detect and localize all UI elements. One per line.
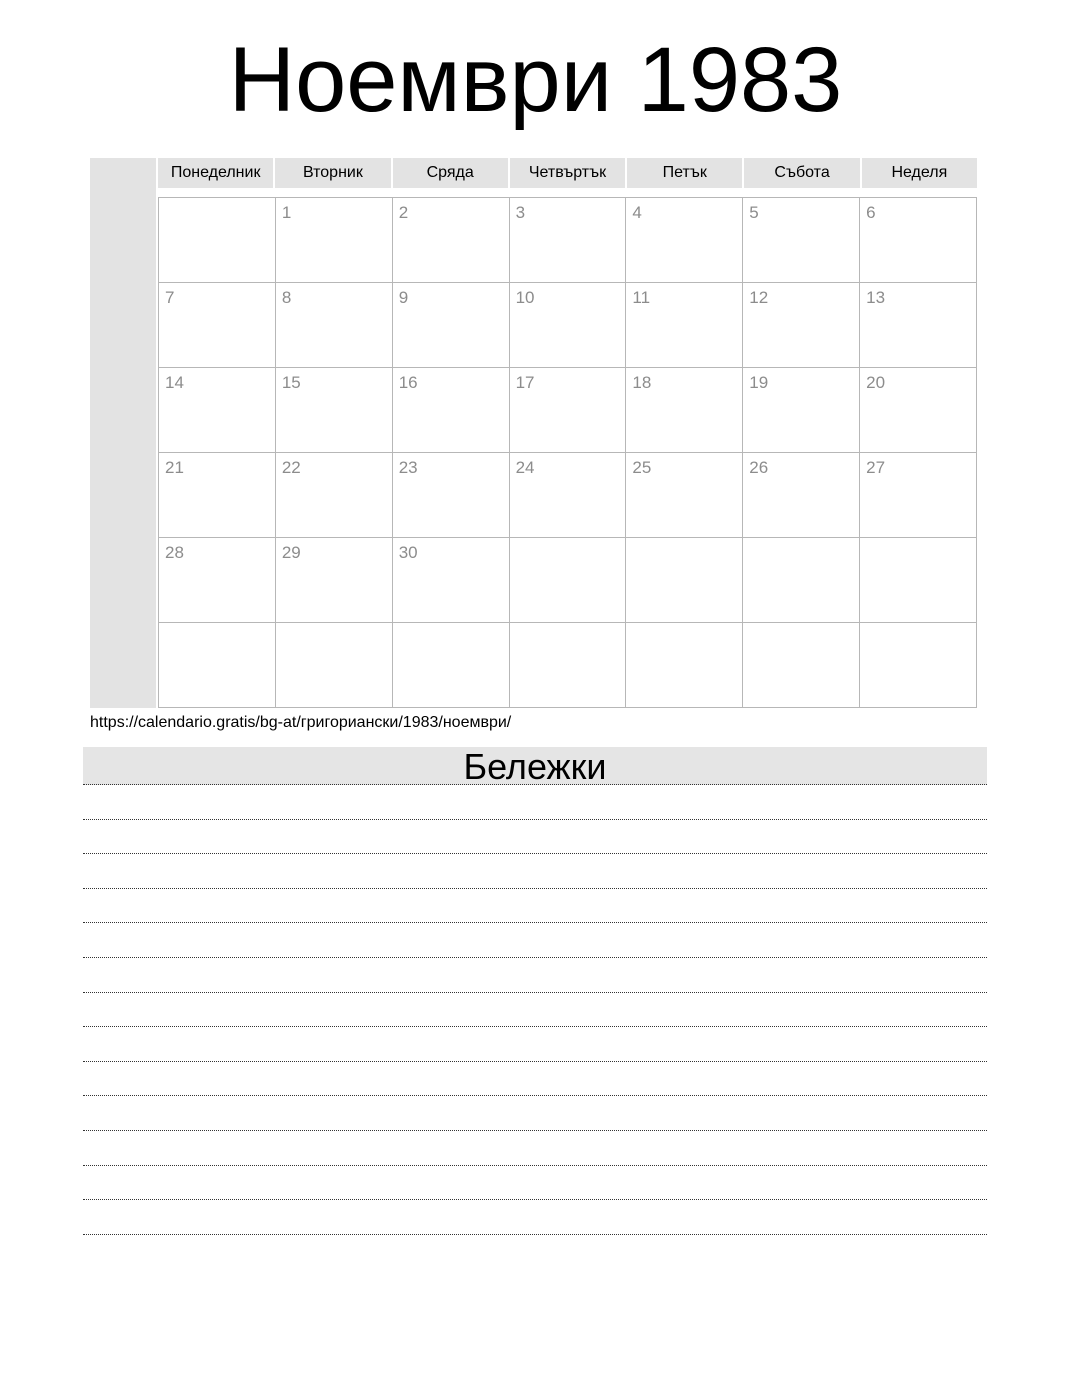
calendar-day-cell: 13 <box>860 283 976 367</box>
calendar-day-cell: 7 <box>159 283 275 367</box>
note-ruled-line <box>83 1027 987 1062</box>
weekday-header-cell: Четвъртък <box>510 158 625 188</box>
note-ruled-line <box>83 1131 987 1166</box>
notes-title: Бележки <box>83 747 987 785</box>
calendar-day-cell: 15 <box>276 368 392 452</box>
calendar-day-cell: 19 <box>743 368 859 452</box>
calendar-day-cell: 21 <box>159 453 275 537</box>
weekday-header-cell: Сряда <box>393 158 508 188</box>
calendar-empty-cell <box>860 538 976 622</box>
note-ruled-line <box>83 923 987 958</box>
calendar-table <box>90 158 977 708</box>
calendar-empty-cell <box>510 623 626 707</box>
calendar-day-cell: 8 <box>276 283 392 367</box>
note-ruled-line <box>83 1200 987 1235</box>
weekday-header-cell: Петък <box>627 158 742 188</box>
calendar-day-cell: 14 <box>159 368 275 452</box>
weekday-header-cell: Понеделник <box>158 158 273 188</box>
calendar-empty-cell <box>626 538 742 622</box>
note-ruled-line <box>83 1166 987 1201</box>
calendar-day-cell: 6 <box>860 198 976 282</box>
calendar-day-cell: 3 <box>510 198 626 282</box>
notes-ruled-lines <box>83 785 987 1235</box>
calendar-day-cell: 11 <box>626 283 742 367</box>
calendar-day-cell: 12 <box>743 283 859 367</box>
note-ruled-line <box>83 889 987 924</box>
calendar-empty-cell <box>743 623 859 707</box>
calendar-day-cell: 22 <box>276 453 392 537</box>
calendar-empty-cell <box>743 538 859 622</box>
note-ruled-line <box>83 820 987 855</box>
calendar-left-gutter <box>90 158 156 708</box>
calendar-day-cell: 18 <box>626 368 742 452</box>
calendar-day-cell: 16 <box>393 368 509 452</box>
note-ruled-line <box>83 993 987 1028</box>
calendar-empty-cell <box>393 623 509 707</box>
calendar-day-cell: 29 <box>276 538 392 622</box>
source-url: https://calendario.gratis/bg-at/григориански/1983/ноември/ <box>90 714 512 731</box>
note-ruled-line <box>83 958 987 993</box>
calendar-day-cell: 17 <box>510 368 626 452</box>
calendar-day-cell: 28 <box>159 538 275 622</box>
calendar-weekday-header-row <box>158 158 977 188</box>
calendar-empty-cell <box>860 623 976 707</box>
calendar-day-cell: 4 <box>626 198 742 282</box>
calendar-empty-cell <box>276 623 392 707</box>
note-ruled-line <box>83 854 987 889</box>
calendar-day-cell: 30 <box>393 538 509 622</box>
weekday-header-cell: Неделя <box>862 158 977 188</box>
note-ruled-line <box>83 1096 987 1131</box>
note-ruled-line <box>83 1062 987 1097</box>
calendar-day-cell: 24 <box>510 453 626 537</box>
calendar-empty-cell <box>510 538 626 622</box>
calendar-day-cell: 1 <box>276 198 392 282</box>
calendar-day-cell: 2 <box>393 198 509 282</box>
calendar-empty-cell <box>159 198 275 282</box>
note-ruled-line <box>83 785 987 820</box>
notes-section <box>83 747 987 1235</box>
calendar-day-cell: 20 <box>860 368 976 452</box>
page-title: Ноември 1983 <box>228 29 843 131</box>
weekday-header-cell: Вторник <box>275 158 390 188</box>
weekday-header-cell: Събота <box>744 158 859 188</box>
calendar-day-cell: 27 <box>860 453 976 537</box>
calendar-day-grid <box>158 197 977 708</box>
calendar-day-cell: 9 <box>393 283 509 367</box>
calendar-day-cell: 23 <box>393 453 509 537</box>
calendar-empty-cell <box>626 623 742 707</box>
calendar-day-cell: 5 <box>743 198 859 282</box>
calendar-main <box>158 158 977 708</box>
calendar-day-cell: 26 <box>743 453 859 537</box>
calendar-day-cell: 25 <box>626 453 742 537</box>
calendar-day-cell: 10 <box>510 283 626 367</box>
calendar-empty-cell <box>159 623 275 707</box>
